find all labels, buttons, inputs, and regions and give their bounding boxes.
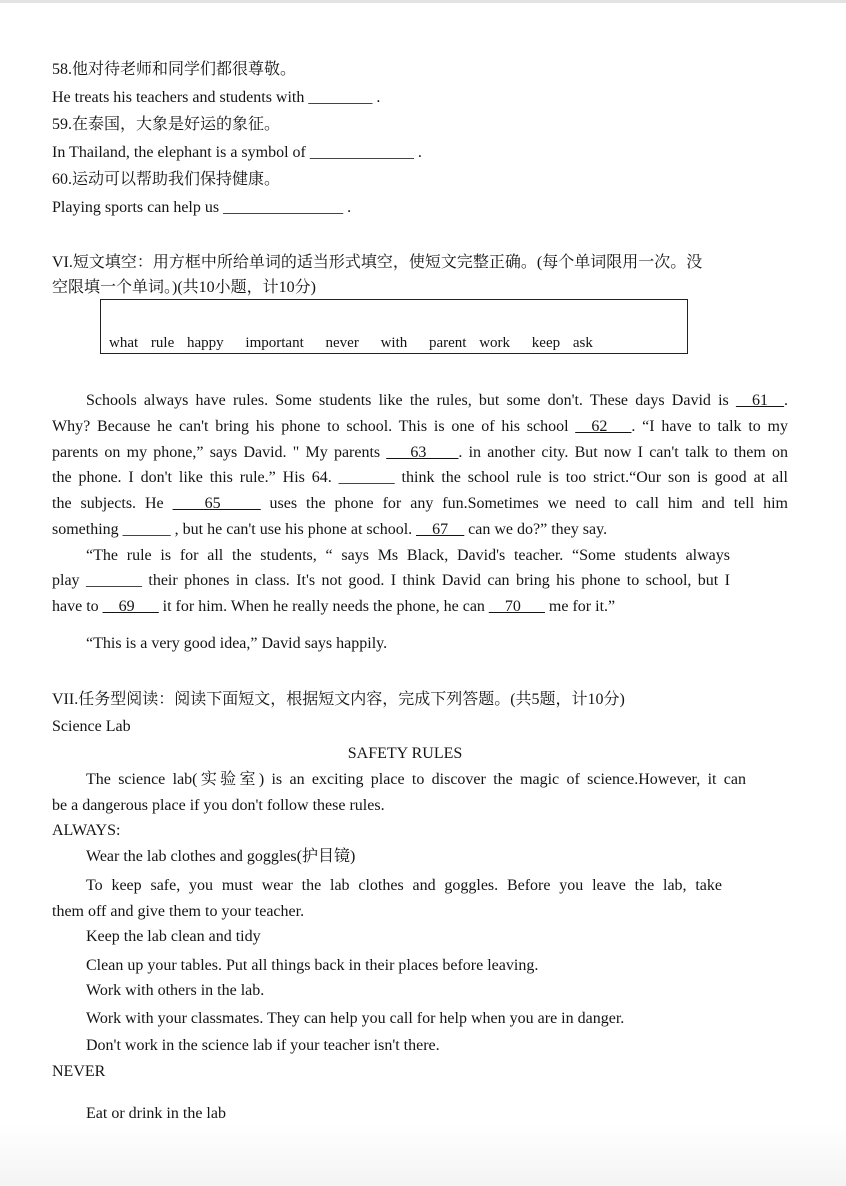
section6-heading-line1: VI.短文填空：用方框中所给单词的适当形式填空，使短文完整正确。(每个单词限用一次。没 [52,254,703,271]
rule3-title: Work with others in the lab. [86,982,265,999]
passage-line: parents on my phone,” says David. " My parents ___63____. in another city. But now I can't talk to them on [52,444,788,461]
passage-line: the phone. I don't like this rule.” His 64. _______ think the school rule is too strict.“Our son is good at all [52,469,788,486]
word-bank-item: parent [428,335,467,351]
blank-70: __70___ [488,598,545,615]
word-bank-item: rule [150,335,175,351]
passage-line: the subjects. He ____65_____ uses the phone for any fun.Sometimes we need to call him and tell him [52,495,789,512]
section7-heading: VII.任务型阅读：阅读下面短文，根据短文内容，完成下列答题。(共5题，计10分) [52,691,625,708]
rule1-line1: To keep safe, you must wear the lab clothes and goggles. Before you leave the lab, take [86,877,722,894]
q60-english: Playing sports can help us _______________ . [52,199,352,216]
rule1-title: Wear the lab clothes and goggles(护目镜) [86,848,356,865]
passage-line: Schools always have rules. Some students like the rules, but some don't. These days David is __61__. [86,392,788,409]
never-label: NEVER [52,1063,106,1080]
q60-chinese: 60.运动可以帮助我们保持健康。 [52,171,281,188]
word-bank [109,334,602,352]
word-bank-item: with [380,335,408,351]
word-bank-item: what [109,335,139,351]
rule2-title: Keep the lab clean and tidy [86,928,261,945]
intro-line1: The science lab(实验室) is an exciting place to discover the magic of science.However, it can [86,771,746,788]
q58-chinese: 58.他对待老师和同学们都很尊敬。 [52,61,297,78]
word-bank-item: work [479,335,511,351]
q59-english: In Thailand, the elephant is a symbol of _____________ . [52,144,422,161]
passage-line: “The rule is for all the students, “ says Ms Black, David's teacher. “Some students always [86,547,730,564]
rule2-text: Clean up your tables. Put all things back in their places before leaving. [86,957,539,974]
passage-line: have to __69___ it for him. When he really needs the phone, he can __70___ me for it.” [52,598,616,615]
q59-chinese: 59.在泰国，大象是好运的象征。 [52,116,281,133]
blank-65: ____65_____ [172,495,261,512]
intro-line2: be a dangerous place if you don't follow these rules. [52,797,385,814]
word-bank-item: keep [531,335,561,351]
passage-closing: “This is a very good idea,” David says happily. [86,635,388,652]
section6-heading-line2: 空限填一个单词。)(共10小题，计10分) [52,279,316,296]
word-bank-box [100,299,688,354]
blank-61: __61__ [736,392,784,409]
always-label: ALWAYS: [52,822,121,839]
word-bank-item: important [245,335,304,351]
blank-67: __67__ [416,521,465,538]
q58-english: He treats his teachers and students with ________ . [52,89,381,106]
safety-rules-title: SAFETY RULES [347,745,463,762]
passage-line: something ______ , but he can't use his phone at school. __67__ can we do?” they say. [52,521,608,538]
word-bank-item: never [325,335,359,351]
section7-subtitle: Science Lab [52,718,131,735]
blank-63: ___63____ [386,444,459,461]
word-bank-item: ask [572,335,593,351]
never-rule1: Eat or drink in the lab [86,1105,226,1122]
page-bottom-shade [0,1124,846,1186]
passage-line: play _______ their phones in class. It's not good. I think David can bring his phone to school, but I [52,572,730,589]
blank-62: __62___ [575,418,632,435]
rule3-extra: Don't work in the science lab if your teacher isn't there. [86,1037,440,1054]
word-bank-item: happy [187,335,224,351]
blank-69: __69___ [102,598,159,615]
rule1-line2: them off and give them to your teacher. [52,903,305,920]
passage-line: Why? Because he can't bring his phone to school. This is one of his school __62___. “I have to talk to my [52,418,788,435]
rule3-text: Work with your classmates. They can help you call for help when you are in danger. [86,1010,625,1027]
